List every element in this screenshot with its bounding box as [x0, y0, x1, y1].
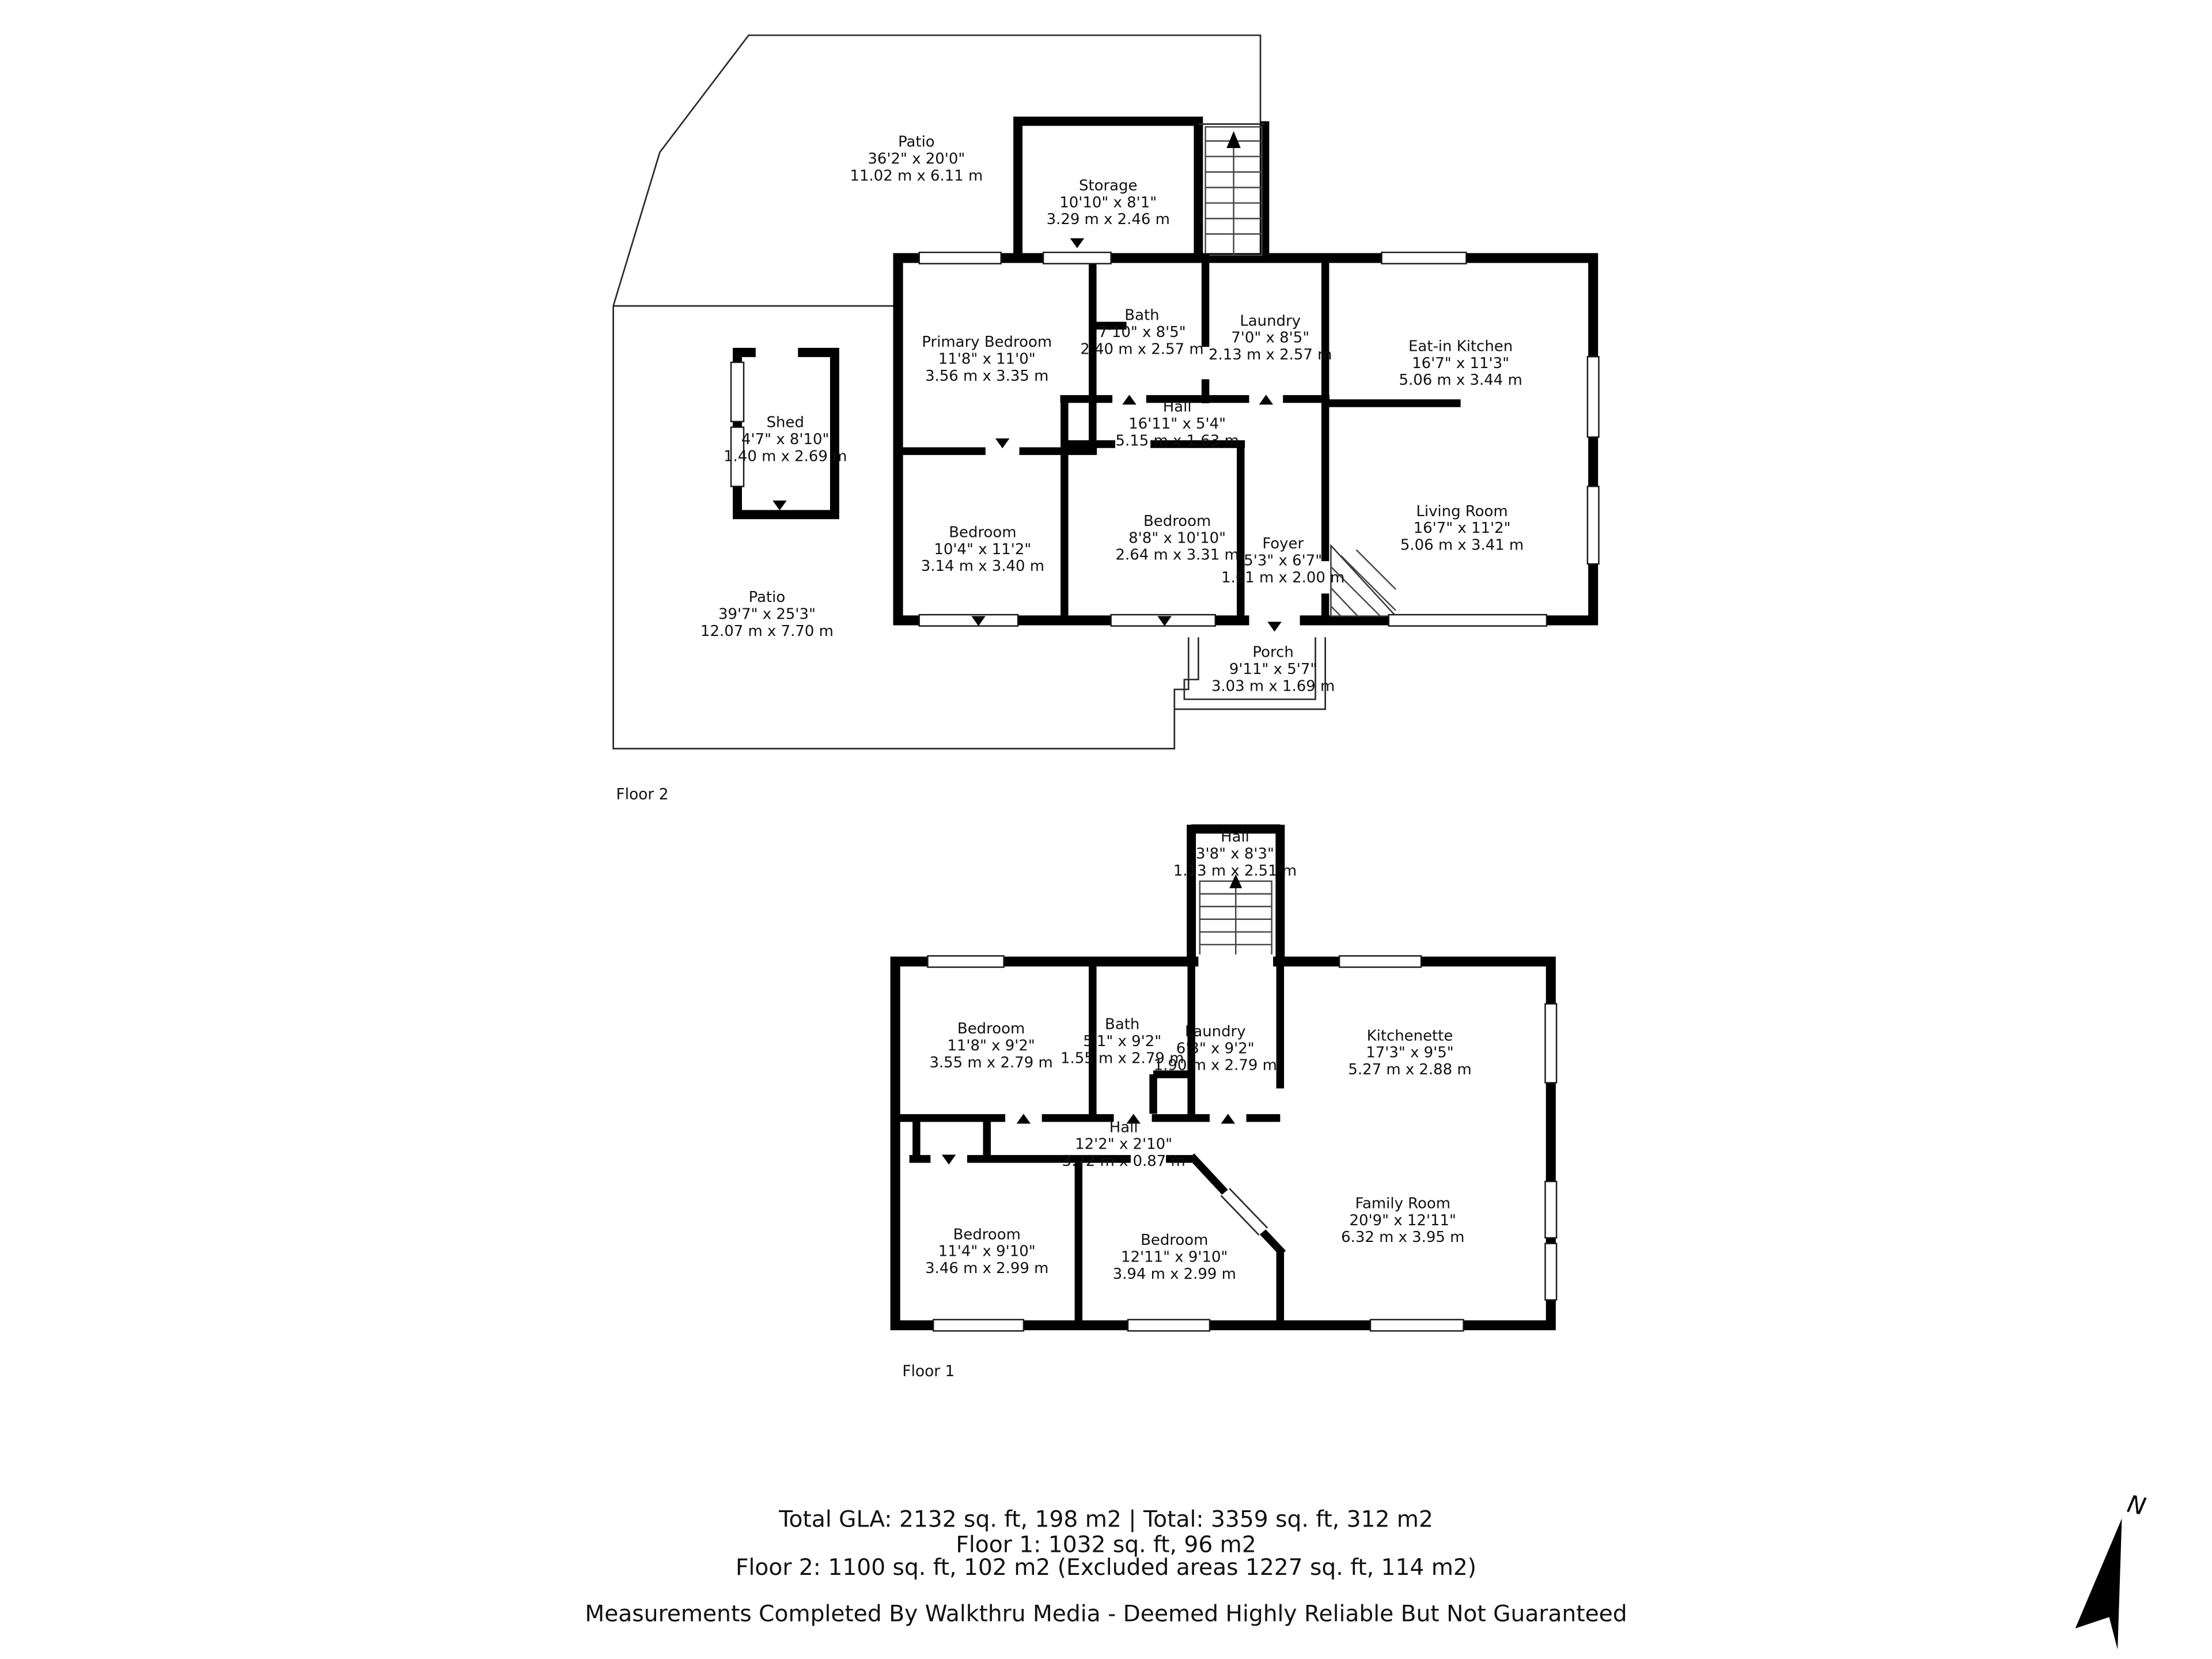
room-label-hall-f2: Hall 16'11" x 5'4" 5.15 m x 1.63 m: [1115, 399, 1239, 449]
room-label-hall-f1: Hall 12'2" x 2'10" 3.72 m x 0.87 m: [1062, 1119, 1185, 1170]
room-label-shed: Shed 4'7" x 8'10" 1.40 m x 2.69 m: [724, 414, 847, 465]
room-label-bedroom-mid-f2: Bedroom 8'8" x 10'10" 2.64 m x 3.31 m: [1115, 513, 1239, 564]
room-label-bedroom-top-f1: Bedroom 11'8" x 9'2" 3.55 m x 2.79 m: [929, 1020, 1053, 1071]
room-label-eat-in-kitchen: Eat-in Kitchen 16'7" x 11'3" 5.06 m x 3.44 m: [1399, 338, 1522, 389]
room-label-patio-lower: Patio 39'7" x 25'3" 12.07 m x 7.70 m: [700, 589, 834, 640]
lower-stairs: [1200, 874, 1272, 957]
room-label-porch: Porch 9'11" x 5'7" 3.03 m x 1.69 m: [1211, 644, 1335, 695]
room-label-bedroom-bl-f1: Bedroom 11'4" x 9'10" 3.46 m x 2.99 m: [925, 1226, 1049, 1277]
room-label-primary-bedroom: Primary Bedroom 11'8" x 11'0" 3.56 m x 3.35 m: [922, 334, 1052, 385]
north-label: N: [2124, 1489, 2149, 1521]
room-label-family-room: Family Room 20'9" x 12'11" 6.32 m x 3.95 m: [1341, 1195, 1465, 1246]
room-label-patio-upper: Patio 36'2" x 20'0" 11.02 m x 6.11 m: [850, 134, 983, 184]
room-label-living-room: Living Room 16'7" x 11'2" 5.06 m x 3.41 m: [1400, 503, 1524, 554]
room-label-storage: Storage 10'10" x 8'1" 3.29 m x 2.46 m: [1046, 177, 1170, 228]
floor2-area-line: Floor 2: 1100 sq. ft, 102 m2 (Excluded areas 1227 sq. ft, 114 m2): [736, 1554, 1477, 1581]
floor1-label: Floor 1: [902, 1362, 955, 1381]
floor1-area-line: Floor 1: 1032 sq. ft, 96 m2: [956, 1531, 1256, 1558]
room-label-kitchenette: Kitchenette 17'3" x 9'5" 5.27 m x 2.88 m: [1348, 1028, 1472, 1078]
room-label-laundry-f2: Laundry 7'0" x 8'5" 2.13 m x 2.57 m: [1209, 313, 1332, 363]
floor1-diagonal-window: [1221, 1188, 1268, 1235]
floor2-label: Floor 2: [616, 785, 669, 804]
room-label-bath-f2: Bath 7'10" x 8'5" 2.40 m x 2.57 m: [1080, 307, 1204, 358]
total-gla-line: Total GLA: 2132 sq. ft, 198 m2 | Total: 3359 sq. ft, 312 m2: [779, 1505, 1433, 1533]
upper-stairs: [1206, 127, 1262, 255]
disclaimer-line: Measurements Completed By Walkthru Media - Deemed Highly Reliable But Not Guaranteed: [585, 1600, 1627, 1627]
room-label-bedroom-left-f2: Bedroom 10'4" x 11'2" 3.14 m x 3.40 m: [921, 524, 1045, 575]
room-label-bedroom-bm-f1: Bedroom 12'11" x 9'10" 3.94 m x 2.99 m: [1112, 1232, 1236, 1283]
room-label-stair-hall-f1: Hall 3'8" x 8'3" 1.13 m x 2.51 m: [1173, 829, 1297, 880]
room-label-laundry-f1: Laundry 6'3" x 9'2" 1.90 m x 2.79 m: [1153, 1023, 1277, 1074]
room-label-foyer: Foyer 5'3" x 6'7" 1.61 m x 2.00 m: [1221, 536, 1345, 586]
room-label-bath-f1: Bath 5'1" x 9'2" 1.55 m x 2.79 m: [1060, 1016, 1184, 1067]
